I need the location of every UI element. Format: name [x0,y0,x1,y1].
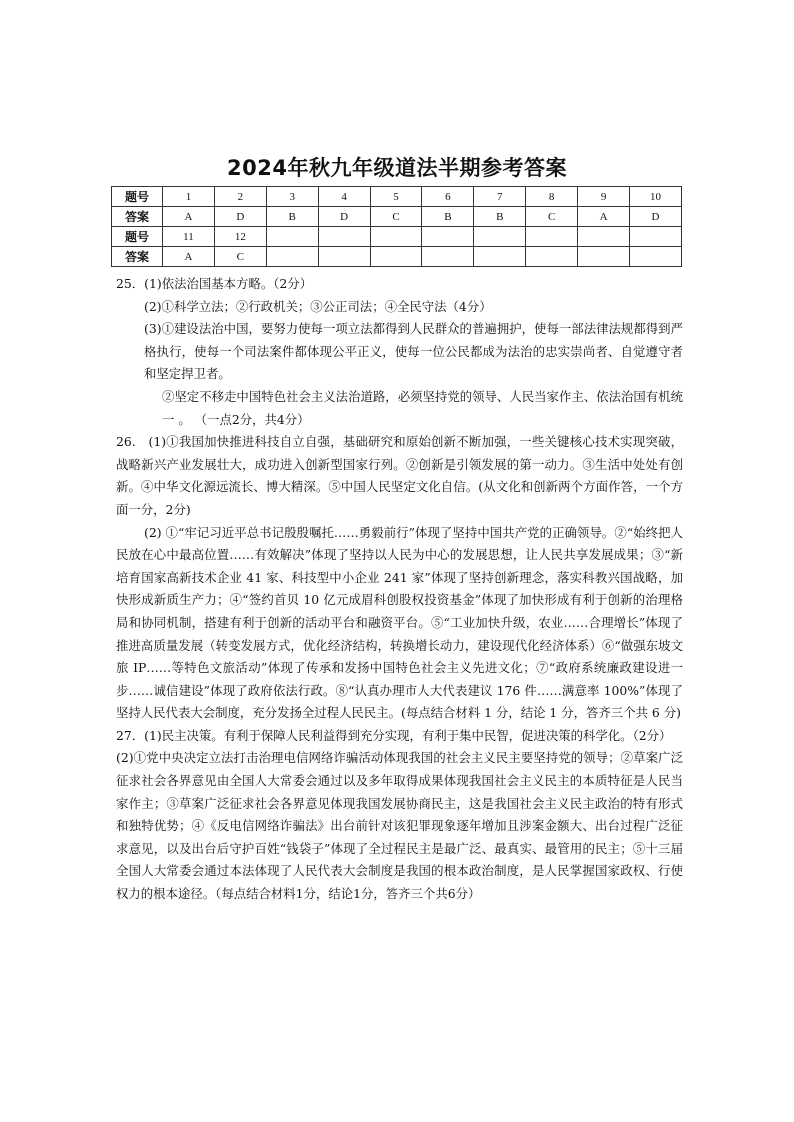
cell-empty [318,247,370,267]
cell-answer: D [214,207,266,227]
cell-question: 3 [266,187,318,207]
row-label-question: 题号 [112,187,163,207]
answer-content [116,273,683,906]
cell-answer: A [163,247,215,267]
cell-question: 5 [370,187,422,207]
cell-answer: C [214,247,266,267]
cell-answer: B [422,207,474,227]
q25-part2: (2)①科学立法；②行政机关；③公正司法；④全民守法（4分） [144,298,492,314]
q27-part2: (2)①党中央决定立法打击治理电信网络诈骗活动体现我国的社会主义民主要坚持党的领导；②草案广泛征求社会各界意见由全国人大常委会通过以及多年取得成果体现我国社会主义民主的本质特征是人民当家作主；③草案广泛征求社会各界意见体现我国发展协商民主，这是我国社会主义民主政治的特有形式和独特优势；④《反电信网络诈骗法》出台前针对该犯罪现象逐年增加且涉案金额大、出台过程广泛征求意见，以及出台后守护百姓“钱袋子”体现了全过程民主是最广泛、最真实、最管用的民主；⑤十三届全国人大常委会通过本法体现了人民代表大会制度是我国的根本政治制度，是人民掌握国家政权、行使权力的根本途径。（每点结合材料1分，结论1分，答齐三个共6分） [116,750,683,902]
cell-empty [630,247,682,267]
cell-empty [578,227,630,247]
q25-part1: 25．(1)依法治国基本方略。（2分） [116,276,313,291]
cell-empty [370,227,422,247]
cell-question: 8 [526,187,578,207]
cell-answer: C [526,207,578,227]
cell-answer: B [266,207,318,227]
cell-answer: A [578,207,630,227]
q26-part1: 26. (1)①我国加快推进科技自立自强，基础研究和原始创新不断加强，一些关键核心技术实现突破，战略新兴产业发展壮大，成功进入创新型国家行列。②创新是引领发展的第一动力。③生活中处处有创新。④中华文化源远流长、博大精深。⑤中国人民坚定文化自信。(从文化和创新两个方面作答，一个方面一分，2分) [116,434,683,517]
table-row-questions-1 [112,187,682,207]
cell-empty [578,247,630,267]
cell-empty [266,247,318,267]
row-label-answer: 答案 [112,247,163,267]
q26-part2: (2) ①“牢记习近平总书记殷殷嘱托……勇毅前行”体现了坚持中国共产党的正确领导。②“始终把人民放在心中最高位置……有效解决”体现了坚持以人民为中心的发展思想，让人民共享发展成果；③“新培育国家高新技术企业 41 家、科技型中小企业 241 家”体现了坚持创新理念，落实科教兴国战略，加快形成新质生产力；④“签约首贝 10 亿元成眉科创股权投资基金”体现了加快形成有利于创新的治理格局和协同机制，搭建有利于创新的活动平台和融资平台。⑤“工业加快升级，农业……合理增长”体现了推进高质量发展（转变发展方式，优化经济结构，转换增长动力，建设现代化经济体系）⑥“做强东坡文旅 IP……等特色文旅活动”体现了传承和发扬中国特色社会主义先进文化；⑦“政府系统廉政建设进一步……诚信建设”体现了政府依法行政。⑧“认真办理市人大代表建议 176 件……满意率 100%”体现了坚持人民代表大会制度，充分发扬全过程人民民主。(每点结合材料 1 分，结论 1 分，答齐三个共 6 分) [116,524,683,721]
cell-question: 2 [214,187,266,207]
q25-part3-point1: (3)①建设法治中国，要努力使每一项立法都得到人民群众的普遍拥护，使每一部法律法规都得到严格执行，使每一个司法案件都体现公平正义，使每一位公民都成为法治的忠实崇尚者、自觉遵守者和坚定捍卫者。 [144,321,683,382]
cell-question: 7 [474,187,526,207]
q27-part1: 27．(1)民主决策。有利于保障人民利益得到充分实现，有利于集中民智，促进决策的科学化。（2分） [116,727,672,743]
cell-question: 10 [630,187,682,207]
cell-empty [526,247,578,267]
cell-empty [526,227,578,247]
cell-empty [474,247,526,267]
cell-empty [422,227,474,247]
answer-table [111,186,682,267]
cell-question: 12 [214,227,266,247]
cell-empty [422,247,474,267]
table-row-answers-1 [112,207,682,227]
cell-answer: D [318,207,370,227]
row-label-question: 题号 [112,227,163,247]
table-row-answers-2 [112,247,682,267]
cell-empty [630,227,682,247]
cell-question: 9 [578,187,630,207]
cell-empty [370,247,422,267]
cell-question: 1 [163,187,215,207]
q25-part3-point2: ②坚定不移走中国特色社会主义法治道路，必须坚持党的领导、人民当家作主、依法治国有机统一 。 （一点2分，共4分） [162,388,683,427]
page-title: 2024年秋九年级道法半期参考答案 [227,156,567,180]
cell-answer: B [474,207,526,227]
cell-empty [318,227,370,247]
cell-empty [474,227,526,247]
cell-answer: A [163,207,215,227]
cell-question: 11 [163,227,215,247]
cell-empty [266,227,318,247]
cell-question: 6 [422,187,474,207]
cell-answer: D [630,207,682,227]
cell-question: 4 [318,187,370,207]
row-label-answer: 答案 [112,207,163,227]
table-row-questions-2 [112,227,682,247]
cell-answer: C [370,207,422,227]
